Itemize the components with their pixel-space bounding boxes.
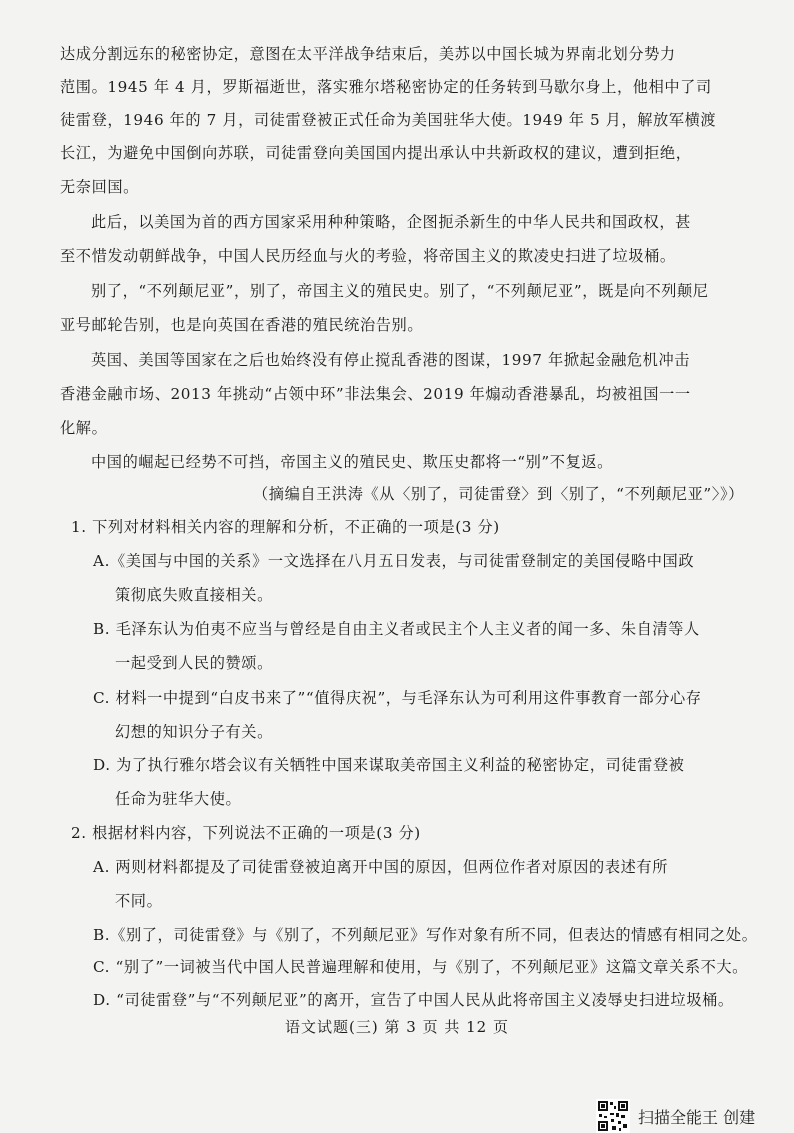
text-line: 徒雷登，1946 年的 7 月，司徒雷登被正式任命为美国驻华大使。1949 年 5 月，解放军横渡: [60, 111, 717, 129]
option-d-cont: 任命为驻华大使。: [115, 790, 242, 808]
text-line: 香港金融市场、2013 年挑动“占领中环”非法集会、2019 年煽动香港暴乱，均被祖国一一: [60, 385, 691, 403]
source-citation: （摘编自王洪涛《从〈别了，司徒雷登〉到〈别了，“不列颠尼亚”〉》）: [253, 485, 744, 503]
watermark-text: 扫描全能王 创建: [638, 1107, 756, 1127]
option-a-cont: 策彻底失败直接相关。: [115, 586, 273, 604]
text-line: 亚号邮轮告别，也是向英国在香港的殖民统治告别。: [60, 316, 424, 334]
option-b-cont: 一起受到人民的赞颂。: [115, 654, 273, 672]
text-line: 中国的崛起已经势不可挡，帝国主义的殖民史、欺压史都将一“别”不复返。: [91, 453, 613, 471]
text-line: 化解。: [60, 419, 108, 437]
text-line: 达成分割远东的秘密协定，意图在太平洋战争结束后，美苏以中国长城为界南北划分势力: [60, 45, 676, 63]
option-d: D. “司徒雷登”与“不列颠尼亚”的离开，宣告了中国人民从此将帝国主义凌辱史扫进垃圾桶。: [93, 991, 734, 1009]
question-2-stem: 2. 根据材料内容，下列说法不正确的一项是(3 分): [71, 824, 421, 842]
text-line: 别了，“不列颠尼亚”，别了，帝国主义的殖民史。别了，“不列颠尼亚”，既是向不列颠尼: [91, 282, 709, 300]
option-c-cont: 幻想的知识分子有关。: [115, 723, 273, 741]
option-a: A. 两则材料都提及了司徒雷登被迫离开中国的原因，但两位作者对原因的表述有所: [93, 858, 668, 876]
text-line: 范围。1945 年 4 月，罗斯福逝世，落实雅尔塔秘密协定的任务转到马歇尔身上，他相中了司: [60, 78, 712, 96]
option-c: C. 材料一中提到“白皮书来了”“值得庆祝”，与毛泽东认为可利用这件事教育一部分心存: [93, 689, 702, 707]
option-a-cont: 不同。: [115, 892, 163, 910]
option-b: B. 毛泽东认为伯夷不应当与曾经是自由主义者或民主个人主义者的闻一多、朱自清等人: [93, 620, 700, 638]
qr-code-icon: [596, 1099, 630, 1133]
scanner-watermark: [596, 1099, 755, 1133]
text-line: 英国、美国等国家在之后也始终没有停止搅乱香港的图谋，1997 年掀起金融危机冲击: [91, 351, 691, 369]
option-c: C. “别了”一词被当代中国人民普遍理解和使用，与《别了，不列颠尼亚》这篇文章关系不大。: [93, 958, 748, 976]
text-line: 长江，为避免中国倒向苏联，司徒雷登向美国国内提出承认中共新政权的建议，遭到拒绝，: [60, 144, 692, 162]
option-a: A.《美国与中国的关系》一文选择在八月五日发表，与司徒雷登制定的美国侵略中国政: [93, 552, 695, 570]
page-footer: 语文试题(三) 第 3 页 共 12 页: [285, 1018, 509, 1036]
question-1-stem: 1. 下列对材料相关内容的理解和分析，不正确的一项是(3 分): [71, 518, 500, 536]
text-line: 至不惜发动朝鲜战争，中国人民历经血与火的考验，将帝国主义的欺凌史扫进了垃圾桶。: [60, 247, 676, 265]
option-d: D. 为了执行雅尔塔会议有关牺牲中国来谋取美帝国主义利益的秘密协定，司徒雷登被: [93, 756, 685, 774]
text-line: 此后，以美国为首的西方国家采用种种策略，企图扼杀新生的中华人民共和国政权，甚: [91, 213, 691, 231]
option-b: B.《别了，司徒雷登》与《别了，不列颠尼亚》写作对象有所不同，但表达的情感有相同之处。: [93, 926, 758, 944]
text-line: 无奈回国。: [60, 178, 139, 196]
